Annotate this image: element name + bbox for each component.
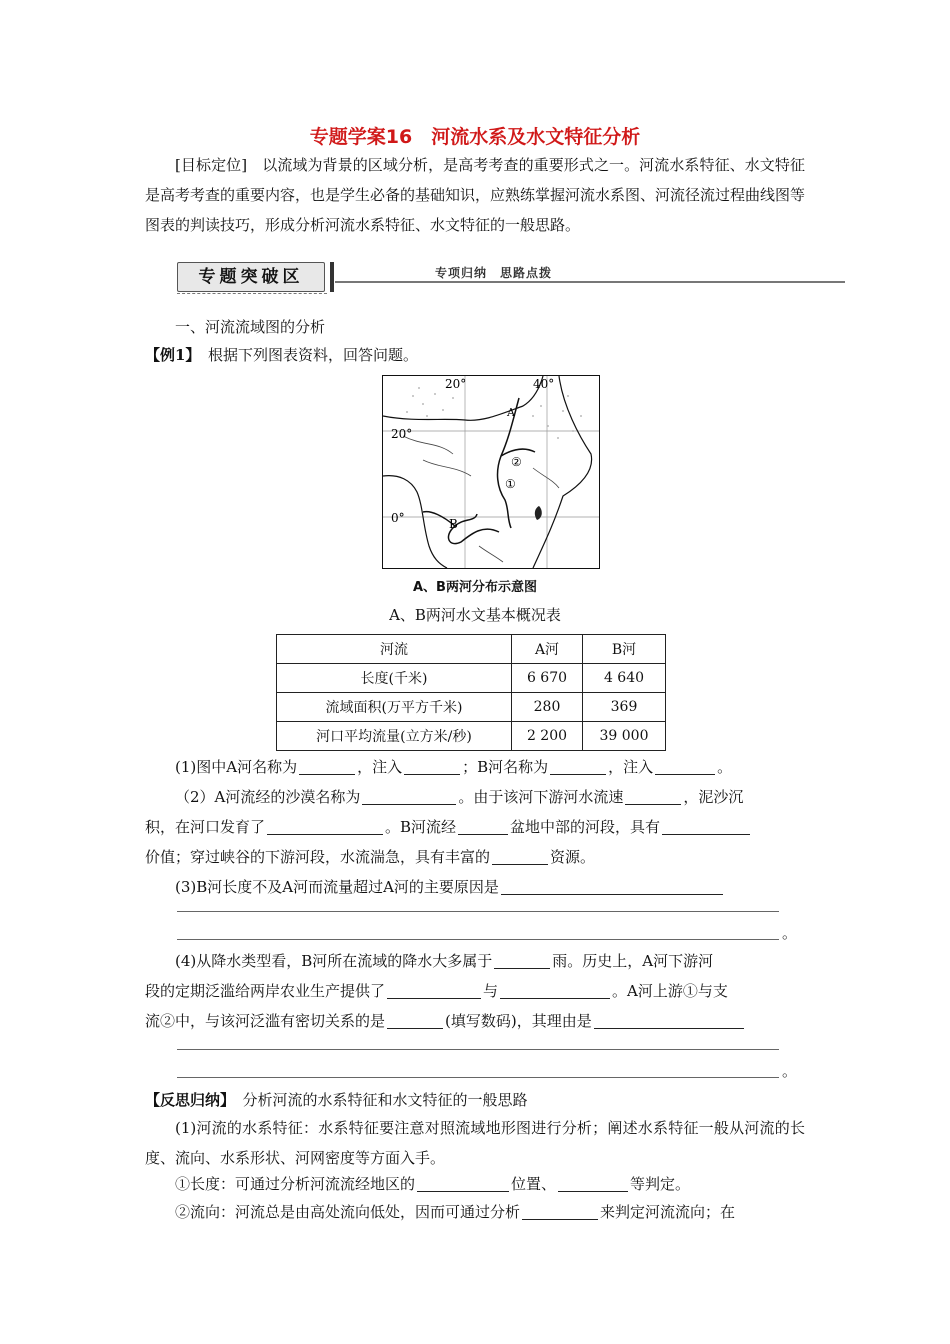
table-header-cell: B河	[583, 635, 666, 664]
table-cell: 280	[512, 693, 583, 722]
banner-rule	[335, 281, 845, 283]
lat-label-0: 0°	[391, 511, 405, 525]
mark-1: ①	[505, 477, 516, 491]
banner-subtitle: 专项归纳 思路点拨	[435, 266, 553, 280]
target-paragraph	[145, 150, 805, 240]
lake	[535, 506, 542, 520]
summary-label: 【反思归纳】	[145, 1091, 228, 1109]
table-header-cell: 河流	[277, 635, 512, 664]
answer-blank[interactable]	[267, 818, 383, 835]
section-heading: 一、河流流域图的分析	[175, 318, 326, 336]
river-line	[479, 546, 503, 562]
answer-blank[interactable]	[417, 1175, 509, 1192]
answer-blank[interactable]	[299, 758, 355, 775]
answer-blank[interactable]	[458, 818, 508, 835]
lat-label-20: 20°	[391, 427, 413, 441]
map-figure	[383, 376, 599, 568]
hydrology-table	[276, 634, 666, 751]
map-caption: A、B两河分布示意图	[413, 580, 537, 595]
lon-label-40: 40°	[533, 377, 555, 391]
summary-point-1: (1)河流的水系特征：水系特征要注意对照流域地形图进行分析；阐述水系特征一般从河流的长度、流向、水系形状、河网密度等方面入手。	[145, 1119, 805, 1167]
table-cell: 6 670	[512, 664, 583, 693]
question-1: (1)图中A河名称为 ，注入 ；B河名称为 ，注入 。	[175, 758, 733, 776]
table-row	[277, 722, 666, 751]
answer-blank[interactable]	[501, 878, 723, 895]
table-row	[277, 693, 666, 722]
answer-blank[interactable]	[387, 1012, 443, 1029]
question-2-line-3: 价值；穿过峡谷的下游河段，水流湍急，具有丰富的 资源。	[145, 848, 596, 866]
river-line	[423, 460, 471, 476]
table-header-cell: A河	[512, 635, 583, 664]
answer-blank[interactable]	[655, 758, 715, 775]
answer-blank[interactable]	[404, 758, 460, 775]
answer-line[interactable]	[177, 1049, 779, 1050]
question-4-end: 。	[782, 1062, 798, 1080]
summary-heading	[145, 1085, 528, 1115]
summary-title: 分析河流的水系特征和水文特征的一般思路	[242, 1091, 528, 1109]
answer-line[interactable]	[177, 939, 779, 940]
lon-label-20: 20°	[445, 377, 467, 391]
table-row	[277, 664, 666, 693]
answer-blank[interactable]	[662, 818, 750, 835]
question-3-end: 。	[782, 924, 798, 942]
answer-blank[interactable]	[522, 1203, 598, 1220]
answer-blank[interactable]	[362, 788, 456, 805]
answer-blank[interactable]	[594, 1012, 744, 1029]
table-cell: 流域面积(万平方千米)	[277, 693, 512, 722]
mark-2: ②	[511, 455, 522, 469]
table-cell: 2 200	[512, 722, 583, 751]
question-4-line-2: 段的定期泛滥给两岸农业生产提供了 与 。A河上游①与支	[145, 982, 728, 1000]
answer-line[interactable]	[177, 911, 779, 912]
example-line	[145, 340, 418, 370]
answer-blank[interactable]	[387, 982, 481, 999]
answer-line[interactable]	[177, 1077, 779, 1078]
example-label: 【例1】	[145, 346, 193, 364]
table-caption: A、B两河水文基本概况表	[389, 606, 561, 624]
summary-point-3: ②流向：河流总是由高处流向低处，因而可通过分析 来判定河流流向；在	[175, 1203, 736, 1221]
question-3: (3)B河长度不及A河而流量超过A河的主要原因是	[175, 872, 725, 902]
answer-blank[interactable]	[625, 788, 681, 805]
table-header-row	[277, 635, 666, 664]
river-map	[382, 375, 600, 569]
coastline	[533, 376, 592, 568]
banner-dash	[177, 293, 327, 294]
summary-point-2: ①长度：可通过分析河流流经地区的 位置、 等判定。	[175, 1175, 691, 1193]
banner-divider	[330, 262, 334, 292]
question-4-line-3: 流②中，与该河泛滥有密切关系的是 (填写数码)，其理由是	[145, 1006, 746, 1036]
section-banner: 专题突破区	[177, 262, 325, 292]
example-text: 根据下列图表资料，回答问题。	[207, 346, 418, 364]
table-cell: 369	[583, 693, 666, 722]
answer-blank[interactable]	[494, 952, 550, 969]
question-2-line-1: （2）A河流经的沙漠名称为 。由于该河下游河水流速 ，泥沙沉	[175, 788, 744, 806]
table-cell: 长度(千米)	[277, 664, 512, 693]
table-cell: 4 640	[583, 664, 666, 693]
table-cell: 39 000	[583, 722, 666, 751]
table-cell: 河口平均流量(立方米/秒)	[277, 722, 512, 751]
page-title: 专题学案16 河流水系及水文特征分析	[309, 126, 641, 148]
river-a-label: A	[507, 406, 515, 419]
river-line	[533, 468, 559, 488]
answer-blank[interactable]	[550, 758, 606, 775]
target-label: [目标定位]	[175, 156, 248, 174]
target-text: 以流域为背景的区域分析，是高考考查的重要形式之一。河流水系特征、水文特征是高考考查的重要内容，也是学生必备的基础知识，应熟练掌握河流水系图、河流径流过程曲线图等图表的判读技巧，形成分析河流水系特征、水文特征的一般思路。	[145, 156, 806, 234]
answer-blank[interactable]	[492, 848, 548, 865]
answer-blank[interactable]	[558, 1175, 628, 1192]
question-4-line-1: (4)从降水类型看，B河所在流域的降水大多属于 雨。历史上，A河下游河	[175, 952, 714, 970]
question-2-line-2: 积，在河口发育了 。B河流经 盆地中部的河段，具有	[145, 812, 752, 842]
river-b-label: B	[449, 517, 458, 531]
answer-blank[interactable]	[500, 982, 610, 999]
